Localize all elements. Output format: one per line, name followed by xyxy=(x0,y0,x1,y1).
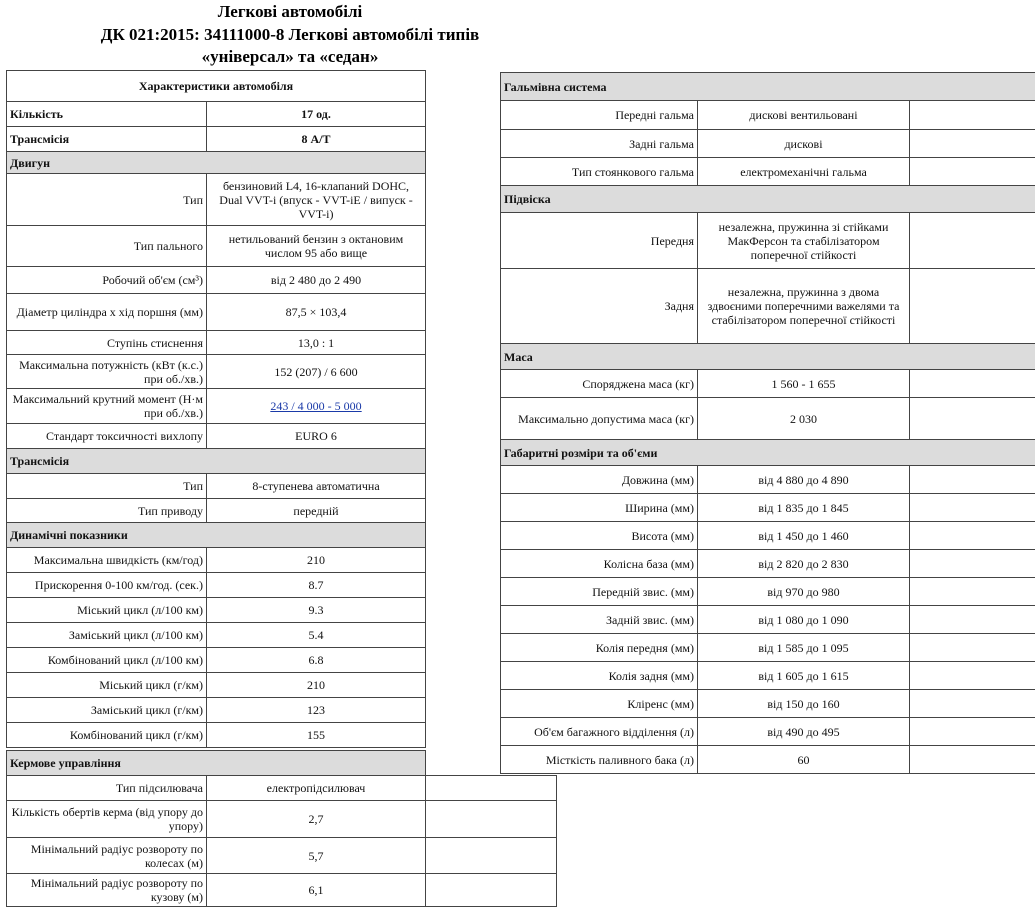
table-row-label: Мінімальний радіус розвороту по кузову (м) xyxy=(7,874,207,907)
table-row-label: Заміський цикл (л/100 км) xyxy=(7,623,207,648)
table-row-label: Кількість обертів керма (від упору до упору) xyxy=(7,801,207,838)
table-row-value: 155 xyxy=(207,723,426,748)
table-header: Характеристики автомобіля xyxy=(7,71,426,102)
table-row-value: 6.8 xyxy=(207,648,426,673)
table-row-value: 123 xyxy=(207,698,426,723)
doc-title-line2: ДК 021:2015: 34111000-8 Легкові автомобілі типів xyxy=(0,24,580,45)
empty-cell xyxy=(910,466,1035,494)
table-row-value: 8-ступенева автоматична xyxy=(207,474,426,499)
table-row-value: 6,1 xyxy=(207,874,426,907)
table-row-label: Заміський цикл (г/км) xyxy=(7,698,207,723)
table-row-label: Комбінований цикл (г/км) xyxy=(7,723,207,748)
doc-title-line3: «універсал» та «седан» xyxy=(0,46,580,67)
table-row-value: 60 xyxy=(698,746,910,774)
table-row-label: Передня xyxy=(501,213,698,269)
table-row-value: передній xyxy=(207,499,426,523)
table-row-value: від 2 480 до 2 490 xyxy=(207,267,426,294)
table-row-value: бензиновий L4, 16-клапаний DOHC, Dual VVT-i (впуск - VVT-iE / випуск - VVT-i) xyxy=(207,174,426,226)
table-row-label: Максимально допустима маса (кг) xyxy=(501,398,698,440)
table-row-label: Тип xyxy=(7,474,207,499)
empty-cell xyxy=(910,550,1035,578)
empty-cell xyxy=(910,269,1035,344)
doc-title-line1: Легкові автомобілі xyxy=(0,1,580,22)
table-row-label: Тип приводу xyxy=(7,499,207,523)
empty-cell xyxy=(426,801,557,838)
empty-cell xyxy=(910,158,1035,186)
table-row-value: від 2 820 до 2 830 xyxy=(698,550,910,578)
table-row-label: Тип пального xyxy=(7,226,207,267)
empty-cell xyxy=(910,101,1035,130)
table-row-label: Висота (мм) xyxy=(501,522,698,550)
transmission-top-value: 8 А/Т xyxy=(207,127,426,152)
empty-cell xyxy=(426,874,557,907)
table-row-label: Ступінь стиснення xyxy=(7,331,207,355)
quantity-label: Кількість xyxy=(7,102,207,127)
table-row-label: Ширина (мм) xyxy=(501,494,698,522)
table-row-label: Колія задня (мм) xyxy=(501,662,698,690)
table-row-value: від 970 до 980 xyxy=(698,578,910,606)
table-row-label: Споряджена маса (кг) xyxy=(501,370,698,398)
empty-cell xyxy=(910,634,1035,662)
section-engine: Двигун xyxy=(7,152,426,174)
section-dynamics: Динамічні показники xyxy=(7,523,426,548)
empty-cell xyxy=(910,690,1035,718)
table-row-label: Задній звис. (мм) xyxy=(501,606,698,634)
section-mass: Маса xyxy=(501,344,1035,370)
table-row-value: 13,0 : 1 xyxy=(207,331,426,355)
section-brakes: Гальмівна система xyxy=(501,73,1035,101)
table-row-value: від 1 835 до 1 845 xyxy=(698,494,910,522)
empty-cell xyxy=(910,578,1035,606)
empty-cell xyxy=(910,130,1035,158)
empty-cell xyxy=(910,522,1035,550)
table-row-value xyxy=(207,389,426,424)
table-row-label: Передній звис. (мм) xyxy=(501,578,698,606)
table-row-value: 87,5 × 103,4 xyxy=(207,294,426,331)
table-row-label: Робочий об'єм (см³) xyxy=(7,267,207,294)
table-row-label: Задні гальма xyxy=(501,130,698,158)
table-row-label: Максимальний крутний момент (Н·м при об./хв.) xyxy=(7,389,207,424)
table-row-value: від 1 080 до 1 090 xyxy=(698,606,910,634)
table-row-value: незалежна, пружинна зі стійками МакФерсон та стабілізатором поперечної стійкості xyxy=(698,213,910,269)
table-row-label: Комбінований цикл (л/100 км) xyxy=(7,648,207,673)
table-row-value: 210 xyxy=(207,548,426,573)
table-row-value: EURO 6 xyxy=(207,424,426,449)
empty-cell xyxy=(910,494,1035,522)
table-row-value: 5,7 xyxy=(207,838,426,874)
empty-cell xyxy=(910,718,1035,746)
table-row-value: від 490 до 495 xyxy=(698,718,910,746)
table-row-label: Довжина (мм) xyxy=(501,466,698,494)
table-row-value: 2,7 xyxy=(207,801,426,838)
section-transmission: Трансмісія xyxy=(7,449,426,474)
transmission-top-label: Трансмісія xyxy=(7,127,207,152)
section-dimensions: Габаритні розміри та об'єми xyxy=(501,440,1035,466)
empty-cell xyxy=(910,398,1035,440)
table-row-value: електромеханічні гальма xyxy=(698,158,910,186)
table-row-label: Колія передня (мм) xyxy=(501,634,698,662)
table-row-label: Місткість паливного бака (л) xyxy=(501,746,698,774)
table-row-label: Мінімальний радіус розвороту по колесах (м) xyxy=(7,838,207,874)
quantity-value: 17 од. xyxy=(207,102,426,127)
table-row-label: Кліренс (мм) xyxy=(501,690,698,718)
empty-cell xyxy=(426,838,557,874)
table-row-value: незалежна, пружинна з двома здвоєними поперечними важелями та стабілізатором поперечної стійкості xyxy=(698,269,910,344)
table-row-value: від 150 до 160 xyxy=(698,690,910,718)
section-steering: Кермове управління xyxy=(7,751,426,776)
torque-link[interactable]: 243 / 4 000 - 5 000 xyxy=(270,399,361,413)
empty-cell xyxy=(910,662,1035,690)
table-row-value: 2 030 xyxy=(698,398,910,440)
table-row-label: Об'єм багажного відділення (л) xyxy=(501,718,698,746)
table-row-value: електропідсилювач xyxy=(207,776,426,801)
section-suspension: Підвіска xyxy=(501,186,1035,213)
table-row-label: Міський цикл (г/км) xyxy=(7,673,207,698)
table-row-label: Тип стоянкового гальма xyxy=(501,158,698,186)
table-row-value: від 4 880 до 4 890 xyxy=(698,466,910,494)
empty-cell xyxy=(910,213,1035,269)
table-row-label: Міський цикл (л/100 км) xyxy=(7,598,207,623)
table-row-value: від 1 450 до 1 460 xyxy=(698,522,910,550)
table-row-value: дискові вентильовані xyxy=(698,101,910,130)
steering-table xyxy=(6,750,557,907)
empty-cell xyxy=(426,776,557,801)
table-row-label: Стандарт токсичності вихлопу xyxy=(7,424,207,449)
empty-cell xyxy=(910,746,1035,774)
table-row-value: від 1 585 до 1 095 xyxy=(698,634,910,662)
table-row-value: 152 (207) / 6 600 xyxy=(207,355,426,389)
table-row-value: дискові xyxy=(698,130,910,158)
table-row-label: Прискорення 0-100 км/год. (сек.) xyxy=(7,573,207,598)
table-row-value: від 1 605 до 1 615 xyxy=(698,662,910,690)
table-row-label: Діаметр циліндра х хід поршня (мм) xyxy=(7,294,207,331)
table-row-value: 9.3 xyxy=(207,598,426,623)
table-row-value: 5.4 xyxy=(207,623,426,648)
table-row-label: Тип xyxy=(7,174,207,226)
table-row-label: Передні гальма xyxy=(501,101,698,130)
left-spec-table xyxy=(6,70,426,748)
table-row-value: 1 560 - 1 655 xyxy=(698,370,910,398)
right-spec-table xyxy=(500,72,1035,774)
table-row-label: Задня xyxy=(501,269,698,344)
table-row-label: Максимальна швидкість (км/год) xyxy=(7,548,207,573)
empty-cell xyxy=(910,370,1035,398)
table-row-value: 8.7 xyxy=(207,573,426,598)
table-row-label: Колісна база (мм) xyxy=(501,550,698,578)
empty-cell xyxy=(910,606,1035,634)
table-row-label: Максимальна потужність (кВт (к.с.) при об./хв.) xyxy=(7,355,207,389)
table-row-label: Тип підсилювача xyxy=(7,776,207,801)
table-row-value: нетильований бензин з октановим числом 95 або вище xyxy=(207,226,426,267)
table-row-value: 210 xyxy=(207,673,426,698)
